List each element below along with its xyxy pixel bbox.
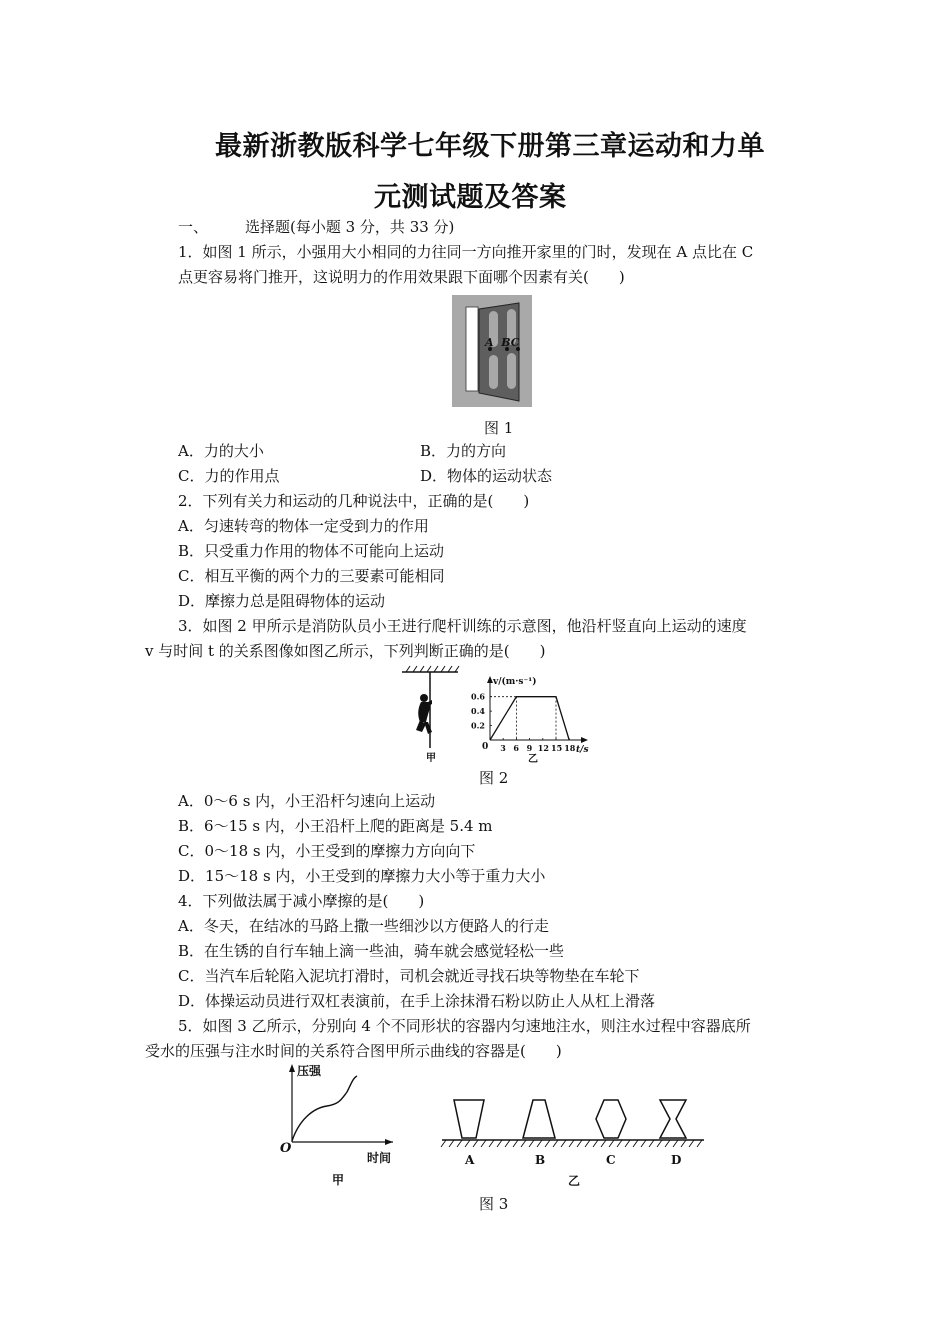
page-title-line2: 元测试题及答案	[374, 182, 567, 213]
y-tick-label: 0.6	[471, 691, 485, 702]
q3-option-d: D．15～18 s 内，小王受到的摩擦力大小等于重力大小	[178, 867, 546, 885]
x-axis-label: t/s	[576, 745, 589, 755]
y-tick-label: 0.2	[471, 720, 485, 731]
y-tick-label: 0.4	[471, 706, 485, 717]
q4-option-a: A．冬天，在结冰的马路上撒一些细沙以方便路人的行走	[178, 917, 549, 935]
climber-figure	[400, 664, 460, 764]
x-tick-label: 15	[551, 743, 563, 753]
door-slot	[507, 353, 516, 389]
x-tick-label: 6	[513, 743, 519, 753]
q2-option-c: C．相互平衡的两个力的三要素可能相同	[178, 567, 445, 585]
q3-stem-line1: 3．如图 2 甲所示是消防队员小王进行爬杆训练的示意图，他沿杆竖直向上运动的速度	[178, 617, 747, 635]
q2-option-a: A．匀速转弯的物体一定受到力的作用	[178, 517, 429, 535]
door-point-labels: A BC	[485, 336, 520, 349]
graph-x-arrow	[385, 1139, 393, 1145]
q4-option-c: C．当汽车后轮陷入泥坑打滑时，司机会就近寻找石块等物垫在车轮下	[178, 967, 640, 985]
x-tick-label: 3	[500, 743, 506, 753]
x-axis-arrow	[581, 737, 588, 743]
figure-1-caption: 图 1	[484, 419, 514, 437]
container-d-shape	[660, 1100, 686, 1138]
y-axis-label: v/(m·s⁻¹)	[493, 677, 537, 687]
door-figure	[452, 295, 532, 407]
graph-origin-label: O	[280, 1141, 292, 1156]
q3-option-a: A．0～6 s 内，小王沿杆匀速向上运动	[178, 792, 436, 810]
graph-label: 甲	[332, 1173, 345, 1187]
page-title-line1: 最新浙教版科学七年级下册第三章运动和力单	[215, 131, 765, 162]
x-tick-label: 9	[526, 743, 533, 753]
ceiling-hatch	[406, 666, 459, 672]
q4-stem: 4．下列做法属于减小摩擦的是( )	[178, 892, 425, 910]
figure-3-caption: 图 3	[479, 1195, 509, 1213]
door-frame	[466, 307, 478, 391]
q1-option-a: A．力的大小	[178, 442, 264, 460]
q2-option-d: D．摩擦力总是阻碍物体的运动	[178, 592, 386, 610]
q2-stem: 2．下列有关力和运动的几种说法中，正确的是( )	[178, 492, 530, 510]
container-a-shape	[454, 1100, 484, 1138]
section-heading: 选择题(每小题 3 分，共 33 分)	[245, 218, 455, 236]
q3-option-c: C．0～18 s 内，小王受到的摩擦力方向向下	[178, 842, 476, 860]
q1-stem-line2: 点更容易将门推开，这说明力的作用效果跟下面哪个因素有关( )	[178, 268, 625, 286]
containers-figure-label: 乙	[568, 1174, 581, 1188]
container-a-label: A	[465, 1153, 475, 1167]
section-number: 一、	[178, 218, 209, 236]
origin-label: 0	[482, 742, 489, 752]
door-slot	[489, 355, 498, 389]
container-d-label: D	[671, 1153, 682, 1167]
q4-option-b: B．在生锈的自行车轴上滴一些油，骑车就会感觉轻松一些	[178, 942, 565, 960]
graph-x-label: 时间	[367, 1151, 392, 1165]
velocity-time-chart	[462, 664, 592, 764]
q5-stem-line2: 受水的压强与注水时间的关系符合图甲所示曲线的容器是( )	[145, 1042, 562, 1060]
figure-2-left-label: 甲	[426, 753, 436, 764]
pressure-time-graph	[275, 1062, 395, 1192]
q3-option-b: B．6～15 s 内，小王沿杆上爬的距离是 5.4 m	[178, 817, 493, 835]
pressure-curve	[292, 1076, 357, 1141]
ground-hatch	[441, 1140, 702, 1147]
figure-2-caption: 图 2	[479, 769, 509, 787]
q4-option-d: D．体操运动员进行双杠表演前，在手上涂抹滑石粉以防止人从杠上滑落	[178, 992, 656, 1010]
q1-option-b: B．力的方向	[420, 442, 507, 460]
q3-stem-line2: v 与时间 t 的关系图像如图乙所示，下列判断正确的是( )	[145, 642, 546, 660]
q1-option-c: C．力的作用点	[178, 467, 280, 485]
x-tick-label: 12	[537, 743, 549, 753]
velocity-series-line	[490, 697, 569, 740]
container-b-label: B	[535, 1153, 546, 1167]
q5-stem-line1: 5．如图 3 乙所示，分别向 4 个不同形状的容器内匀速地注水，则注水过程中容器底所	[178, 1017, 751, 1035]
containers-figure	[438, 1092, 708, 1192]
q1-option-d: D．物体的运动状态	[420, 467, 553, 485]
figure-2-right-label: 乙	[528, 754, 538, 764]
container-b-shape	[523, 1100, 555, 1138]
x-tick-label: 18	[564, 743, 576, 753]
graph-y-label: 压强	[297, 1064, 322, 1078]
container-c-shape	[596, 1100, 626, 1138]
q2-option-b: B．只受重力作用的物体不可能向上运动	[178, 542, 445, 560]
graph-y-arrow	[289, 1064, 295, 1072]
q1-stem-line1: 1．如图 1 所示，小强用大小相同的力往同一方向推开家里的门时，发现在 A 点比在 C	[178, 243, 754, 261]
container-c-label: C	[606, 1153, 616, 1167]
